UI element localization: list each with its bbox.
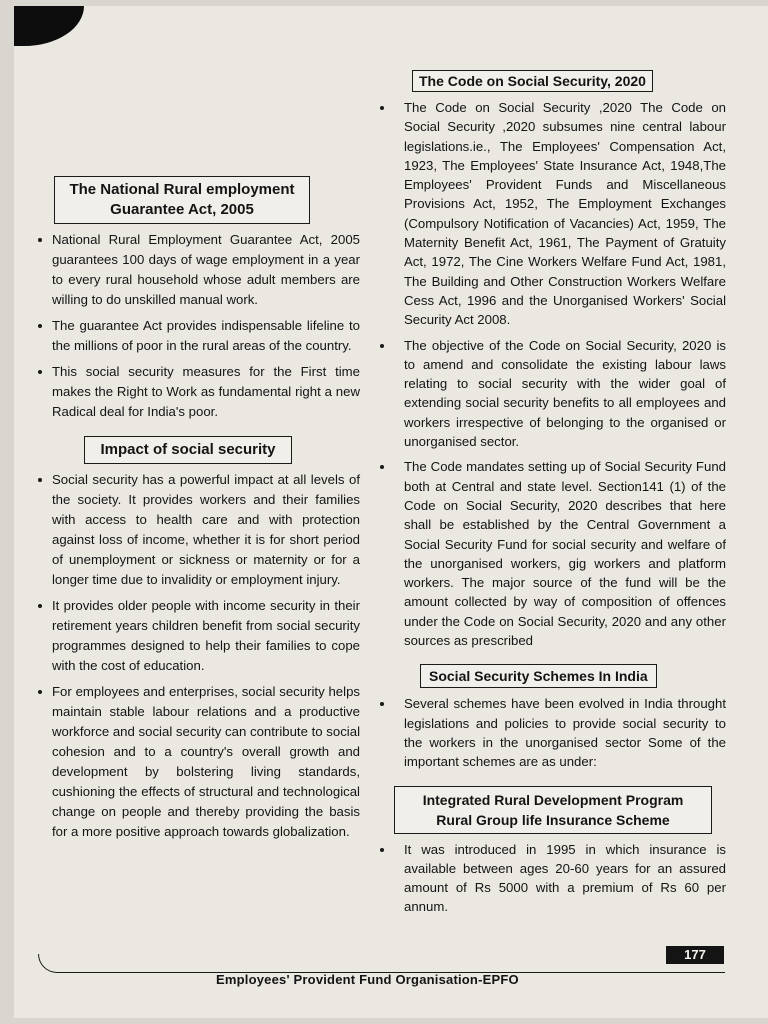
footer-organisation: Employees' Provident Fund Organisation-EPFO (216, 972, 519, 987)
document-page (14, 6, 768, 1018)
list-item: The Code mandates setting up of Social Security Fund both at Central and state level. Section141 (1) of the Code on Social Security, 2020 describes that here shall be established by the Central Government a Social Security Fund for social security and welfare of the unorganised workers, gig workers and platform workers. The major source of the fund will be the amount collected by way of composition of offences under the Code on Social Security, 2020 and any other sources as prescribed (376, 457, 726, 650)
list-item: This social security measures for the First time makes the Right to Work as fundamental right a new Radical deal for India's poor. (38, 362, 360, 422)
nreg-heading (54, 176, 310, 224)
bullet-dot-icon (380, 702, 384, 706)
nreg-heading-line2: Guarantee Act, 2005 (110, 201, 254, 218)
list-item: It provides older people with income security in their retirement years children benefit from social security programmes designed to help their families to cope with the cost of education. (38, 596, 360, 676)
bullet-dot-icon (380, 106, 384, 110)
bullet-dot-icon (38, 324, 42, 328)
list-item: The guarantee Act provides indispensable lifeline to the millions of poor in the rural areas of the country. (38, 316, 360, 356)
list-item: Several schemes have been evolved in India throught legislations and policies to provide social security to the workers in the unorganised sector Some of the important schemes are as under: (376, 694, 726, 771)
list-item: It was introduced in 1995 in which insurance is available between ages 20-60 years for an assured amount of Rs 5000 with a premium of Rs 60 per annum. (376, 840, 726, 917)
impact-heading: Impact of social security (84, 436, 292, 464)
code-bullet-list (376, 98, 726, 650)
left-column (38, 176, 360, 842)
list-item: National Rural Employment Guarantee Act, 2005 guarantees 100 days of wage employment in a year to every rural household whose adult members are willing to do unskilled manual work. (38, 230, 360, 310)
nreg-bullet-list (38, 230, 360, 422)
irdp-bullet-list (376, 840, 726, 917)
page-corner-shadow (14, 6, 84, 46)
bullet-dot-icon (38, 604, 42, 608)
list-item: The Code on Social Security ,2020 The Code on Social Security ,2020 subsumes nine central labour legislations.ie., The Employees' Compensation Act, 1923, The Employees' State Insurance Act, 1948,The Employees' Provident Funds and Miscellaneous Provisions Act, 1952, The Employment Exchanges (Compulsory Notification of Vacancies) Act, 1959, The Maternity Benefit Act, 1961, The Payment of Gratuity Act, 1972, The Cine Workers Welfare Fund Act, 1981, The Building and Other Construction Workers Welfare Cess Act, 1996 and the Unorganised Workers' Social Security Act 2008. (376, 98, 726, 330)
code-heading: The Code on Social Security, 2020 (412, 70, 653, 92)
schemes-heading: Social Security Schemes In India (420, 664, 657, 688)
irdp-heading-line2: Rural Group life Insurance Scheme (436, 811, 670, 828)
bullet-dot-icon (380, 848, 384, 852)
bullet-dot-icon (380, 344, 384, 348)
list-item: For employees and enterprises, social security helps maintain stable labour relations and a productive workforce and social security can contribute to social cohesion and to a country's overall growth and development by bolstering living standards, cushioning the effects of structural and technological change on people and thereby providing the basis for a more positive approach towards globalization. (38, 682, 360, 842)
right-column (376, 70, 726, 917)
list-item: The objective of the Code on Social Security, 2020 is to amend and consolidate the existing labour laws relating to social security with the wider goal of extending social security benefits to all employees and workers irrespective of belonging to the organised or unorganised sector. (376, 336, 726, 452)
irdp-heading-line1: Integrated Rural Development Program (422, 791, 684, 808)
bullet-dot-icon (38, 238, 42, 242)
schemes-bullet-list (376, 694, 726, 771)
bullet-dot-icon (380, 465, 384, 469)
nreg-heading-line1: The National Rural employment (69, 181, 295, 198)
page-footer (30, 944, 730, 992)
footer-rule (38, 954, 725, 973)
bullet-dot-icon (38, 370, 42, 374)
impact-bullet-list (38, 470, 360, 842)
irdp-heading (394, 786, 712, 834)
bullet-dot-icon (38, 690, 42, 694)
list-item: Social security has a powerful impact at all levels of the society. It provides workers and their families with access to health care and with protection against loss of income, whether it is for short period of unemployment or sickness or maternity or for a longer time due to invalidity or employment injury. (38, 470, 360, 590)
bullet-dot-icon (38, 478, 42, 482)
page-number: 177 (666, 946, 724, 964)
